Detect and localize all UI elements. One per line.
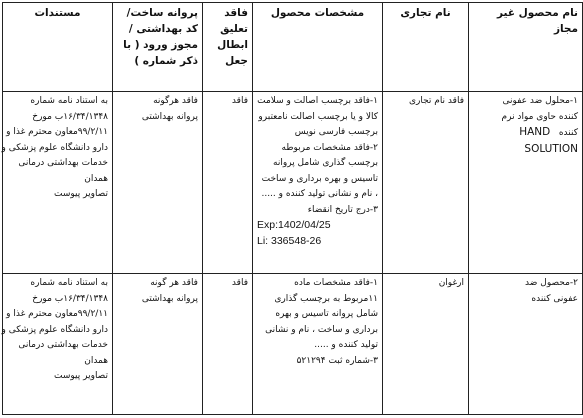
license-status-cell bbox=[203, 274, 253, 415]
spec-line: برداری و ساخت ، نام و نشانی bbox=[265, 324, 378, 335]
license-line: فاقد هرگونه bbox=[153, 96, 198, 106]
license-cell bbox=[113, 92, 203, 274]
spec-line: ۱۱مربوط به برچسب گذاری bbox=[274, 293, 378, 304]
spec-line: ۳-شماره ثبت ۵۲۱۲۹۴ bbox=[296, 355, 378, 366]
spec-line: ۲-فاقد مشخصات مربوطه bbox=[281, 142, 378, 153]
doc-line: ۱۶/۳۴/۱۳۴۸ب مورخ bbox=[32, 293, 108, 304]
spec-license-number: Li: 336548-26 bbox=[257, 234, 322, 247]
spec-expiry: Exp:1402/04/25 bbox=[257, 219, 331, 231]
product-cell bbox=[469, 92, 583, 274]
spec-line: ۱-فاقد مشخصات ماده bbox=[294, 278, 378, 288]
specs-cell bbox=[253, 274, 383, 415]
license-status-value: فاقد bbox=[231, 278, 248, 288]
product-cell bbox=[469, 274, 583, 415]
doc-line: خدمات بهداشتی درمانی bbox=[18, 340, 108, 350]
spec-line: ، نام و نشانی تولید کننده و ..... bbox=[261, 189, 378, 199]
license-cell bbox=[113, 274, 203, 415]
doc-line: ۱۶/۳۴/۱۳۴۸ب مورخ bbox=[32, 111, 108, 122]
doc-line: دارو دانشگاه علوم پزشکی و bbox=[1, 324, 108, 335]
header-product: نام محصول غیر مجاز bbox=[469, 3, 583, 92]
spec-line: برچسب فارسی نویس bbox=[294, 127, 378, 137]
doc-line: به استناد نامه شماره bbox=[30, 278, 108, 288]
spec-line: ۱-فاقد برچسب اصالت و سلامت bbox=[257, 96, 378, 106]
header-license: پروانه ساخت/کد بهداشتی / مجوز ورود ( با ذکر شماره ) bbox=[113, 3, 203, 92]
license-line: پروانه بهداشتی bbox=[141, 293, 198, 304]
doc-line: به استناد نامه شماره bbox=[30, 96, 108, 106]
doc-line: ۹۹/۲/۱۱معاون محترم غذا و bbox=[6, 127, 108, 137]
product-line: کننده حاوی مواد نرم bbox=[501, 111, 578, 122]
product-line: عفونی کننده bbox=[531, 293, 578, 304]
license-status-value: فاقد bbox=[231, 96, 248, 106]
brand-value: ارغوان bbox=[438, 278, 464, 288]
table-row bbox=[3, 274, 583, 415]
header-license-status: فاقد تعلیق ابطال جعل bbox=[203, 3, 253, 92]
brand-cell bbox=[383, 274, 469, 415]
doc-line: ۹۹/۲/۱۱معاون محترم غذا و bbox=[6, 309, 108, 319]
table-row bbox=[3, 92, 583, 274]
license-line: پروانه بهداشتی bbox=[141, 111, 198, 122]
spec-line: شامل پروانه تاسیس و بهره bbox=[275, 309, 378, 319]
specs-cell bbox=[253, 92, 383, 274]
documents-cell bbox=[3, 274, 113, 415]
doc-line: تصاویر پیوست bbox=[54, 371, 108, 381]
brand-cell bbox=[383, 92, 469, 274]
spec-line: کالا و یا برچسب اصالت نامعتبرو bbox=[258, 111, 378, 122]
violations-table bbox=[2, 2, 583, 415]
header-specs: مشخصات محصول bbox=[253, 3, 383, 92]
brand-value: فاقد نام تجاری bbox=[408, 96, 464, 106]
product-line-text: کننده bbox=[558, 128, 578, 138]
product-line bbox=[473, 125, 578, 142]
license-status-cell bbox=[203, 92, 253, 274]
spec-line: تاسیس و بهره برداری و ساخت bbox=[261, 173, 378, 184]
product-latin: HAND bbox=[519, 126, 551, 138]
spec-line: تولید کننده و ..... bbox=[314, 340, 378, 350]
product-line: ۲-محصول ضد bbox=[525, 278, 578, 288]
doc-line: دارو دانشگاه علوم پزشکی و bbox=[1, 142, 108, 153]
spec-line: ۳-درج تاریخ انقضاء bbox=[307, 204, 378, 215]
doc-line: تصاویر پیوست bbox=[54, 189, 108, 199]
doc-line: همدان bbox=[84, 355, 108, 366]
header-row bbox=[3, 3, 583, 92]
spec-line: برچسب گذاری شامل پروانه bbox=[273, 158, 378, 168]
license-line: فاقد هر گونه bbox=[150, 278, 198, 288]
doc-line: خدمات بهداشتی درمانی bbox=[18, 158, 108, 168]
header-documents: مستندات bbox=[3, 3, 113, 92]
product-latin-2: SOLUTION bbox=[524, 142, 578, 155]
documents-cell bbox=[3, 92, 113, 274]
product-line: ۱-محلول ضد عفونی bbox=[502, 96, 578, 106]
header-brand: نام تجاری bbox=[383, 3, 469, 92]
doc-line: همدان bbox=[84, 173, 108, 184]
